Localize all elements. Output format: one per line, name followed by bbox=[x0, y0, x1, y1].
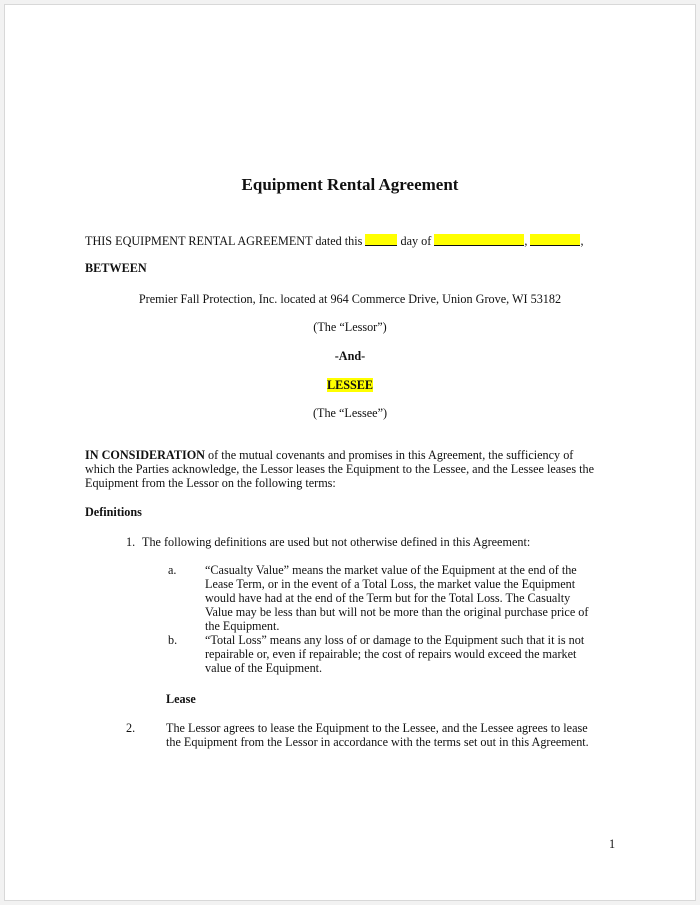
page-number: 1 bbox=[609, 837, 616, 851]
item-a-letter: a. bbox=[168, 563, 177, 577]
consideration-text-1: of the mutual covenants and promises in this Agreement, the sufficiency of bbox=[204, 448, 574, 462]
item2-line: The Lessor agrees to lease the Equipment to the Lessee, and the Lessee agrees to lease bbox=[166, 721, 588, 735]
item-a-line: “Casualty Value” means the market value of the Equipment at the end of the bbox=[205, 563, 577, 577]
item-b-letter: b. bbox=[168, 633, 178, 647]
lessor-label: (The “Lessor”) bbox=[313, 320, 387, 334]
intro-end-comma: , bbox=[580, 234, 584, 248]
document-title: Equipment Rental Agreement bbox=[241, 175, 459, 194]
item2-line: the Equipment from the Lessor in accordance with the terms set out in this Agreement. bbox=[166, 735, 589, 749]
lessee-name-field[interactable]: LESSEE bbox=[326, 378, 374, 392]
item2-number: 2. bbox=[126, 721, 136, 735]
item-a-line: the Equipment. bbox=[205, 619, 280, 633]
lessor-address: Premier Fall Protection, Inc. located at 964 Commerce Drive, Union Grove, WI 53182 bbox=[138, 292, 562, 306]
item-a-line: would have had at the end of the Term but for the Total Loss. The Casualty bbox=[205, 591, 571, 605]
and-label: -And- bbox=[334, 349, 366, 363]
item-b-line: repairable or, even if repairable; the cost of repairs would exceed the market bbox=[205, 647, 577, 661]
year-blank-field[interactable] bbox=[530, 234, 580, 246]
item-a-line: Value may be less than but will not be more than the original purchase price of bbox=[205, 605, 589, 619]
intro-day-of: day of bbox=[400, 234, 432, 248]
definitions-heading: Definitions bbox=[85, 505, 142, 519]
lease-heading: Lease bbox=[166, 692, 196, 706]
item-b-line: “Total Loss” means any loss of or damage to the Equipment such that it is not bbox=[205, 633, 585, 647]
item-b-line: value of the Equipment. bbox=[205, 661, 323, 675]
consideration-line-1 bbox=[85, 448, 573, 462]
item1-text: The following definitions are used but not otherwise defined in this Agreement: bbox=[142, 535, 531, 549]
item1-number: 1. bbox=[126, 535, 136, 549]
intro-prefix: THIS EQUIPMENT RENTAL AGREEMENT dated this bbox=[85, 234, 363, 248]
item-a-line: Lease Term, or in the event of a Total Loss, the market value the Equipment bbox=[205, 577, 576, 591]
intro-comma: , bbox=[524, 234, 528, 248]
intro-line bbox=[85, 234, 583, 248]
day-blank-field[interactable] bbox=[365, 234, 397, 246]
consideration-line-3: Equipment from the Lessor on the following terms: bbox=[85, 476, 336, 490]
lessee-label: (The “Lessee”) bbox=[312, 406, 388, 420]
between-heading: BETWEEN bbox=[85, 261, 147, 275]
document-page bbox=[4, 4, 696, 901]
month-blank-field[interactable] bbox=[434, 234, 524, 246]
consideration-line-2: which the Parties acknowledge, the Lessor leases the Equipment to the Lessee, and the Lessee leases the bbox=[85, 462, 594, 476]
lessee-name-wrapper bbox=[5, 378, 695, 392]
consideration-bold: IN CONSIDERATION bbox=[85, 448, 205, 462]
